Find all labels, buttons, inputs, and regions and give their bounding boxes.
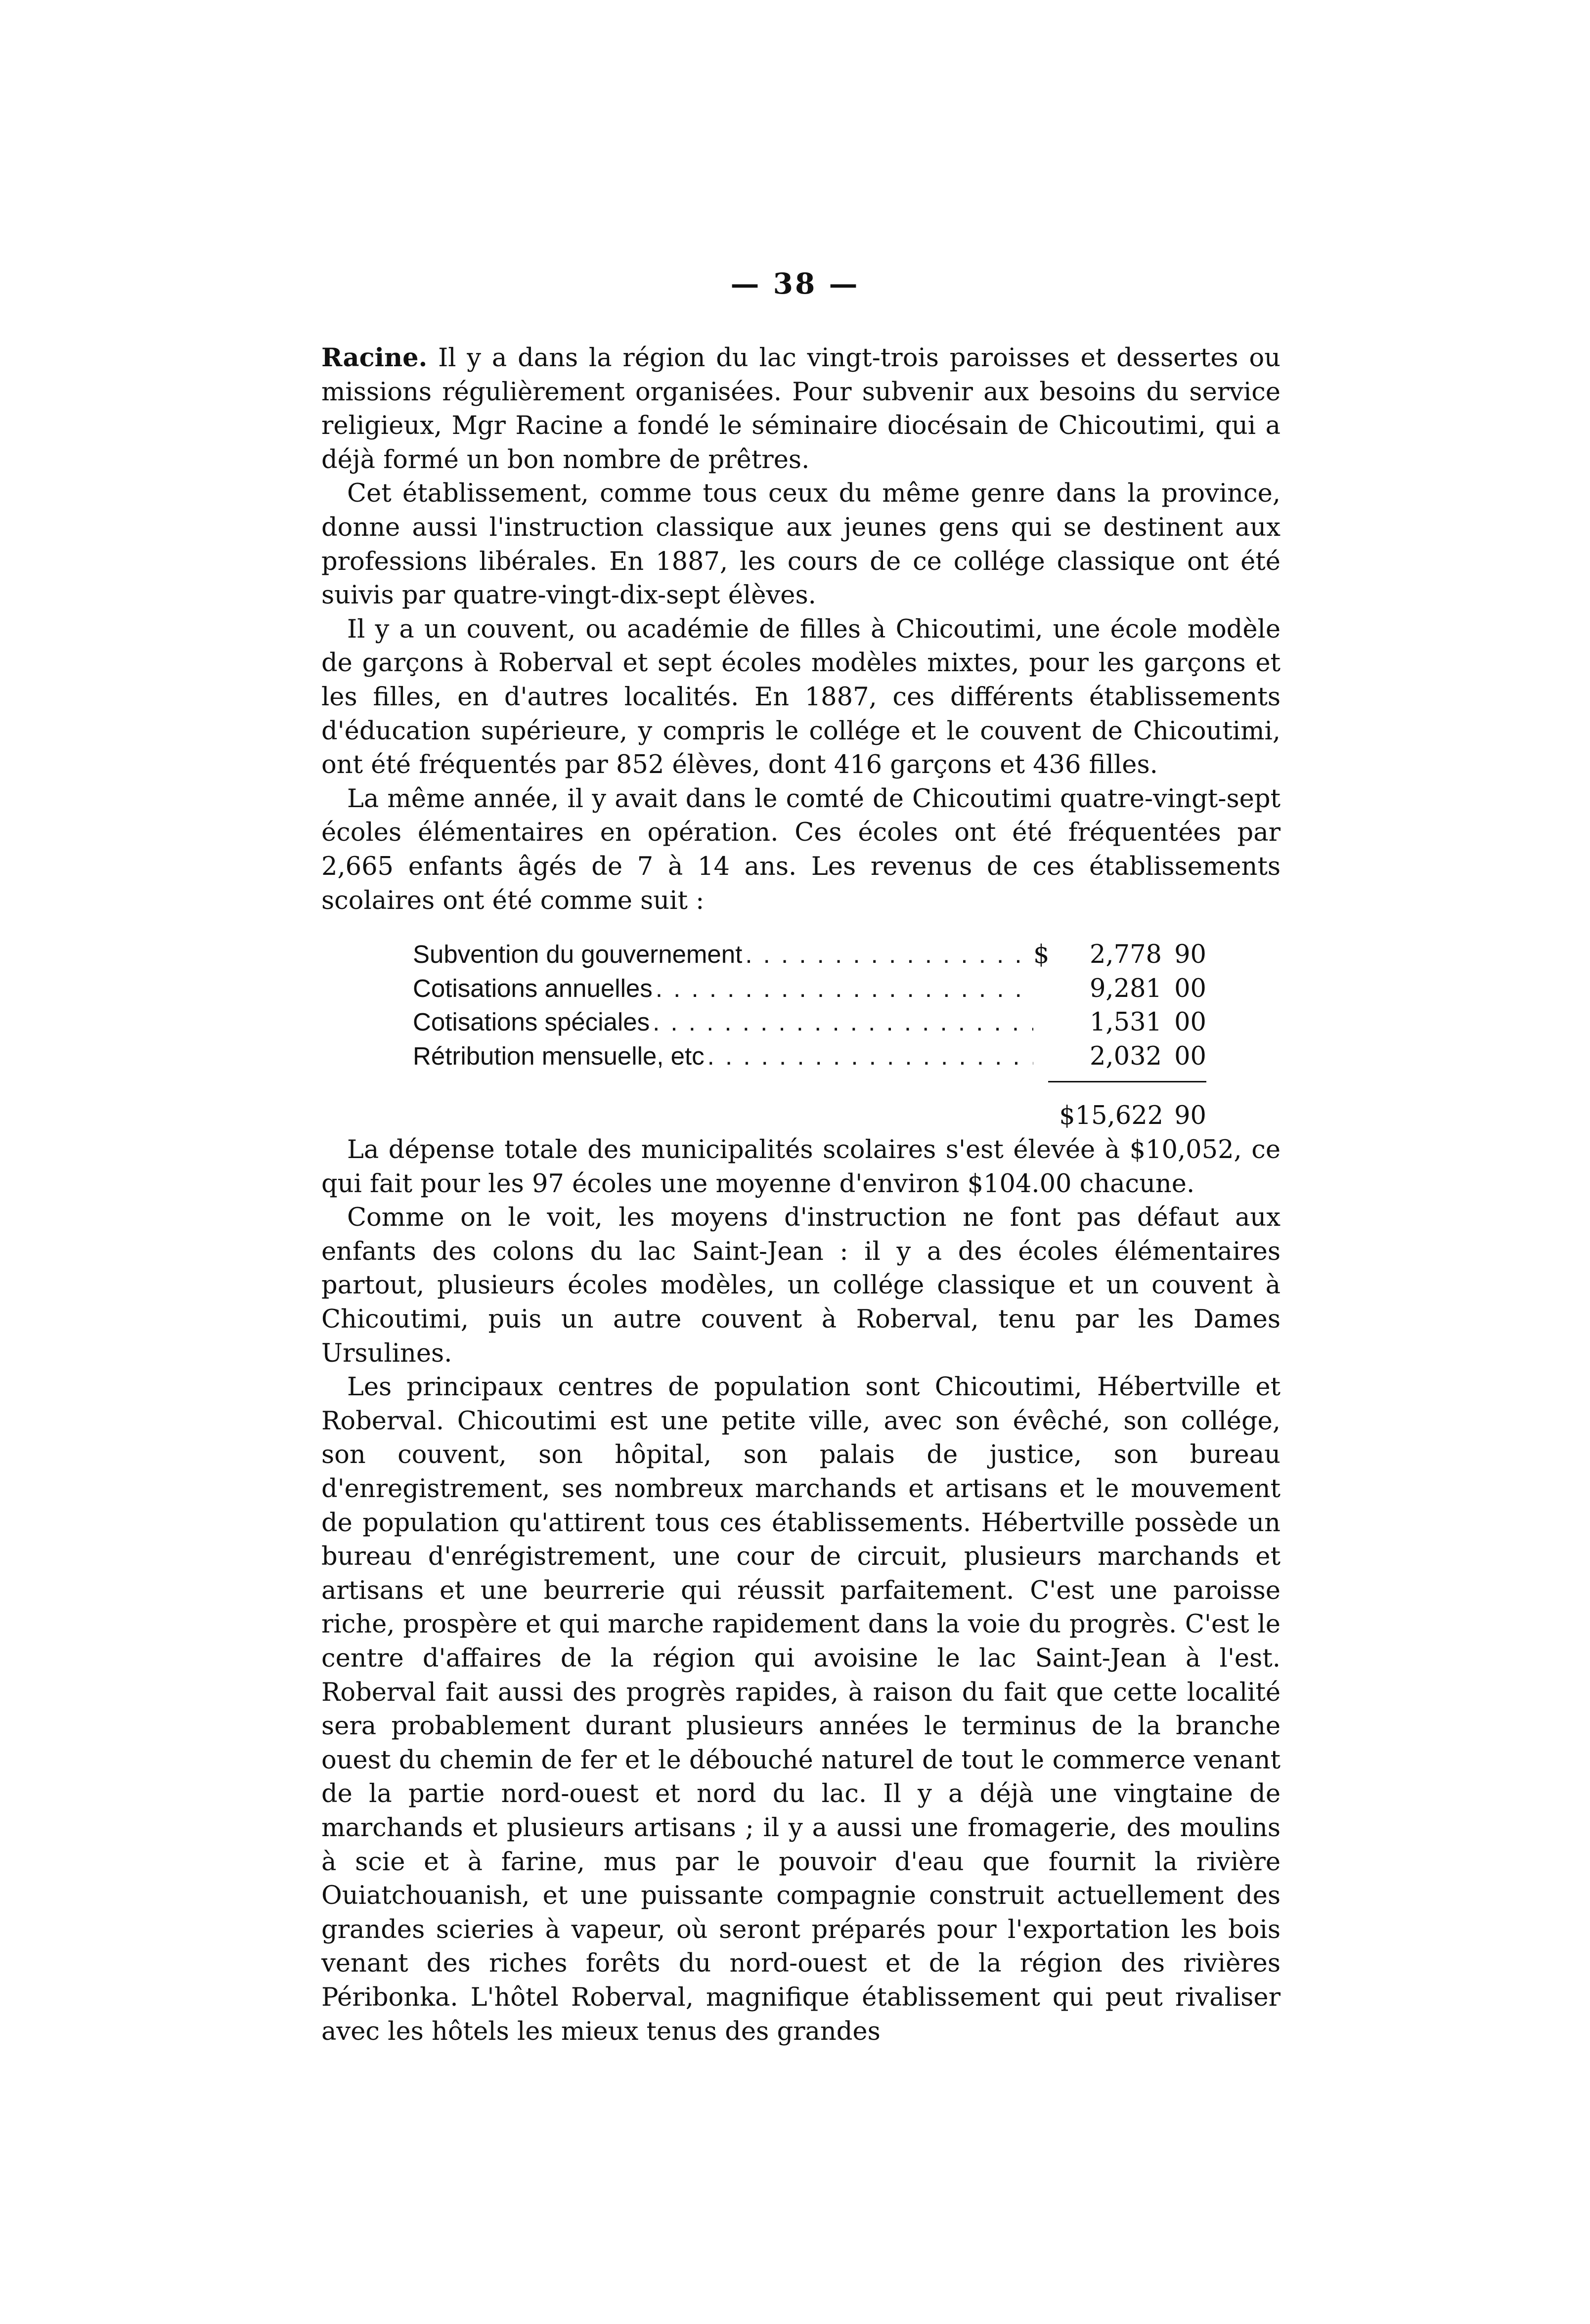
paragraph-2: Cet établissement, comme tous ceux du même genre dans la province, donne aussi l'instruction classique aux jeunes gens qui se destinent aux professions libérales. En 1887, les cours de ce collége classique ont été suivis par quatre-vingt-dix-sept élèves. <box>321 479 1281 610</box>
revenue-label: Subvention du gouvernement <box>413 940 743 969</box>
revenue-cents: 00 <box>1174 1008 1206 1037</box>
revenue-total <box>321 1099 1206 1133</box>
revenue-label: Cotisations spéciales <box>413 1008 650 1036</box>
revenue-cents: 90 <box>1174 940 1206 970</box>
revenue-cents: 00 <box>1174 974 1206 1003</box>
revenue-label: Rétribution mensuelle, etc <box>413 1041 705 1070</box>
leader-dots <box>656 972 1033 1006</box>
revenue-row <box>413 1039 1206 1074</box>
revenue-amount: 9,281 <box>1089 974 1162 1003</box>
paragraph-5: La dépense totale des municipalités scolaires s'est élevée à $10,052, ce qui fait pour les 97 écoles une moyenne d'environ $104.00 chacune. <box>321 1135 1281 1199</box>
paragraph-4: La même année, il y avait dans le comté de Chicoutimi quatre-vingt-sept écoles élémentaires en opération. Ces écoles ont été fréquentées par 2,665 enfants âgés de 7 à 14 ans. Les revenus de ces établissements scolaires ont été comme suit : <box>321 784 1281 915</box>
revenue-amount: 2,032 <box>1089 1041 1162 1071</box>
paragraph-1-text: Il y a dans la région du lac vingt-trois paroisses et dessertes ou missions régulièrement organisées. Pour subvenir aux besoins du service religieux, Mgr Racine a fondé le séminaire diocésain de Chicoutimi, qui a déjà formé un bon nombre de prêtres. <box>321 344 1281 474</box>
revenue-amount: 2,778 <box>1089 940 1162 970</box>
revenue-amount: 1,531 <box>1089 1008 1162 1037</box>
revenue-row <box>413 1005 1206 1039</box>
leader-dots <box>707 1039 1033 1074</box>
paragraph-lead: Racine. <box>321 343 428 373</box>
revenue-label: Cotisations annuelles <box>413 974 653 1002</box>
revenue-currency: $ <box>1033 940 1050 970</box>
paragraph-1 <box>321 341 1281 477</box>
total-cents: 90 <box>1174 1101 1206 1131</box>
revenue-cents: 00 <box>1174 1041 1206 1071</box>
revenue-row <box>413 938 1206 972</box>
revenue-table <box>321 938 1281 1133</box>
paragraph-7: Les principaux centres de population sont Chicoutimi, Hébertville et Roberval. Chicoutimi est une petite ville, avec son évêché, son collége, son couvent, son hôpital, son palais de justice, son bureau d'enregistrement, ses nombreux marchands et artisans et le mouvement de population qu'attirent tous ces établissements. Hébertville possède un bureau d'enrégistrement, une cour de circuit, plusieurs marchands et artisans et une beurrerie qui réussit parfaitement. C'est une paroisse riche, prospère et qui marche rapidement dans la voie du progrès. C'est le centre d'affaires de la région qui avoisine le lac Saint-Jean à l'est. Roberval fait aussi des progrès rapides, à raison du fait que cette localité sera probablement durant plusieurs années le terminus de la branche ouest du chemin de fer et le débouché naturel de tout le commerce venant de la partie nord-ouest et nord du lac. Il y a déjà une vingtaine de marchands et plusieurs artisans ; il y a aussi une fromagerie, des moulins à scie et à farine, mus par le pouvoir d'eau que fournit la rivière Ouiatchouanish, et une puissante compagnie construit actuellement des grandes scieries à vapeur, où seront préparés pour l'exportation les bois venant des riches forêts du nord-ouest et de la région des rivières Péribonka. L'hôtel Roberval, magnifique établissement qui peut rivaliser avec les hôtels les mieux tenus des grandes <box>321 1373 1281 2046</box>
paragraph-3: Il y a un couvent, ou académie de filles à Chicoutimi, une école modèle de garçons à Roberval et sept écoles modèles mixtes, pour les garçons et les filles, en d'autres localités. En 1887, ces différents établissements d'éducation supérieure, y compris le collége et le couvent de Chicoutimi, ont été fréquentés par 852 élèves, dont 416 garçons et 436 filles. <box>321 614 1281 780</box>
page-number: — 38 — <box>730 267 860 301</box>
body-text <box>321 341 1281 2049</box>
paragraph-6: Comme on le voit, les moyens d'instruction ne font pas défaut aux enfants des colons du lac Saint-Jean : il y a des écoles élémentaires partout, plusieurs écoles modèles, un collége classique et un couvent à Chicoutimi, puis un autre couvent à Roberval, tenu par les Dames Ursulines. <box>321 1203 1281 1368</box>
revenue-row <box>413 972 1206 1006</box>
total-rule <box>1048 1081 1206 1082</box>
leader-dots <box>653 1005 1033 1039</box>
leader-dots <box>745 938 1033 972</box>
total-amount: $15,622 <box>1059 1101 1164 1131</box>
